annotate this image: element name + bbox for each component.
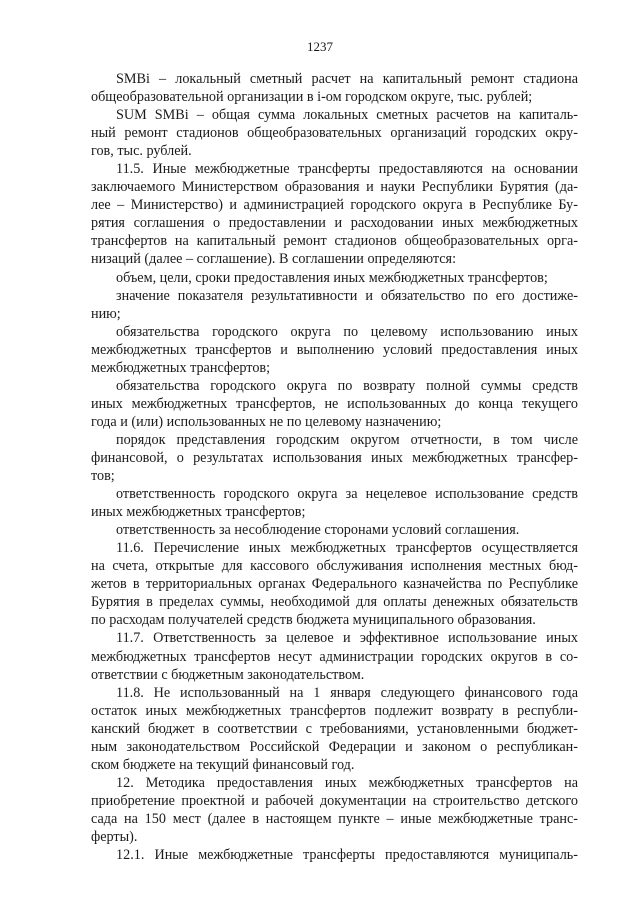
text-line: тов; — [91, 468, 115, 485]
text-line: остаток иных межбюджетных трансфертов подлежит возврату в республи- — [91, 702, 578, 719]
text-line: рятия соглашения о предоставлении и расходовании иных межбюджетных — [91, 215, 578, 232]
text-line: ным законодательством Российской Федерации и законом о республикан- — [91, 738, 578, 755]
text-line: ответственность городского округа за нецелевое использование средств — [116, 486, 578, 503]
text-line: SMBi – локальный сметный расчет на капитальный ремонт стадиона — [116, 71, 578, 87]
text-line: межбюджетных трансфертов; — [91, 359, 271, 376]
text-line: значение показателя результативности и обязательство по его достиже- — [116, 287, 578, 304]
page-number: 1237 — [307, 39, 333, 54]
text-line: 12. Методика предоставления иных межбюджетных трансфертов на — [116, 774, 578, 791]
text-line: SUM SMBi – общая сумма локальных сметных расчетов на капиталь- — [116, 107, 578, 124]
text-line: нию; — [91, 305, 121, 322]
text-line: обязательства городского округа по возврату полной суммы средств — [116, 377, 578, 394]
text-line: приобретение проектной и рабочей документации на строительство детского — [91, 792, 578, 809]
text-line: низаций (далее – соглашение). В соглашении определяются: — [91, 251, 457, 268]
text-line: иных межбюджетных трансфертов; — [91, 504, 306, 521]
text-line: финансовой, о результатах использования иных межбюджетных трансфер- — [91, 449, 578, 466]
text-line: иных межбюджетных трансфертов, не использованных до конца текущего — [91, 395, 578, 412]
text-line: ный ремонт стадионов общеобразовательных организаций городских окру- — [91, 125, 578, 142]
text-line: общеобразовательной организации в i-ом городском округе, тыс. рублей; — [91, 89, 533, 106]
text-line: жетов в территориальных органах Федерального казначейства по Республике — [91, 576, 578, 593]
text-line: по расходам получателей средств бюджета муниципального образования. — [91, 612, 536, 629]
text-line: межбюджетных трансфертов несут администрации городских округов в со- — [91, 648, 578, 665]
document-body — [91, 70, 578, 864]
text-line: 11.7. Ответственность за целевое и эффективное использование иных — [116, 630, 578, 647]
text-line: 11.5. Иные межбюджетные трансферты предоставляются на основании — [116, 161, 578, 178]
text-line: года и (или) использованных не по целевому назначению; — [91, 413, 442, 430]
text-line: Бурятия в пределах суммы, необходимой для оплаты денежных обязательств — [91, 594, 578, 611]
text-line: лее – Министерство) и администрацией городского округа в Республике Бу- — [91, 197, 578, 214]
text-line: ответственность за несоблюдение сторонами условий соглашения. — [116, 522, 520, 539]
text-line: на счета, открытые для кассового обслуживания исполнения местных бюд- — [91, 558, 578, 575]
text-line: ферты). — [91, 828, 138, 845]
text-line: межбюджетных трансфертов и выполнению условий предоставления иных — [91, 341, 578, 358]
text-line: порядок представления городским округом отчетности, в том числе — [116, 431, 578, 448]
text-line: ответствии с бюджетным законодательством. — [91, 666, 365, 683]
text-line: сада на 150 мест (далее в настоящем пункте – иные межбюджетные транс- — [91, 810, 578, 827]
text-line: канский бюджет в соответствии с требованиями, установленными бюджет- — [91, 720, 578, 737]
text-line: 12.1. Иные межбюджетные трансферты предоставляются муниципаль- — [116, 847, 578, 864]
text-line: объем, цели, сроки предоставления иных межбюджетных трансфертов; — [116, 269, 548, 286]
text-line: заключаемого Министерством образования и науки Республики Бурятия (да- — [91, 179, 578, 196]
text-line: 11.6. Перечисление иных межбюджетных трансфертов осуществляется — [116, 540, 578, 557]
text-line: гов, тыс. рублей. — [91, 143, 192, 160]
text-line: обязательства городского округа по целевому использованию иных — [116, 323, 578, 340]
text-line: трансфертов на капитальный ремонт стадионов общеобразовательных орга- — [91, 233, 578, 250]
text-line: 11.8. Не использованный на 1 января следующего финансового года — [116, 684, 578, 701]
text-line: ском бюджете на текущий финансовый год. — [91, 756, 355, 773]
